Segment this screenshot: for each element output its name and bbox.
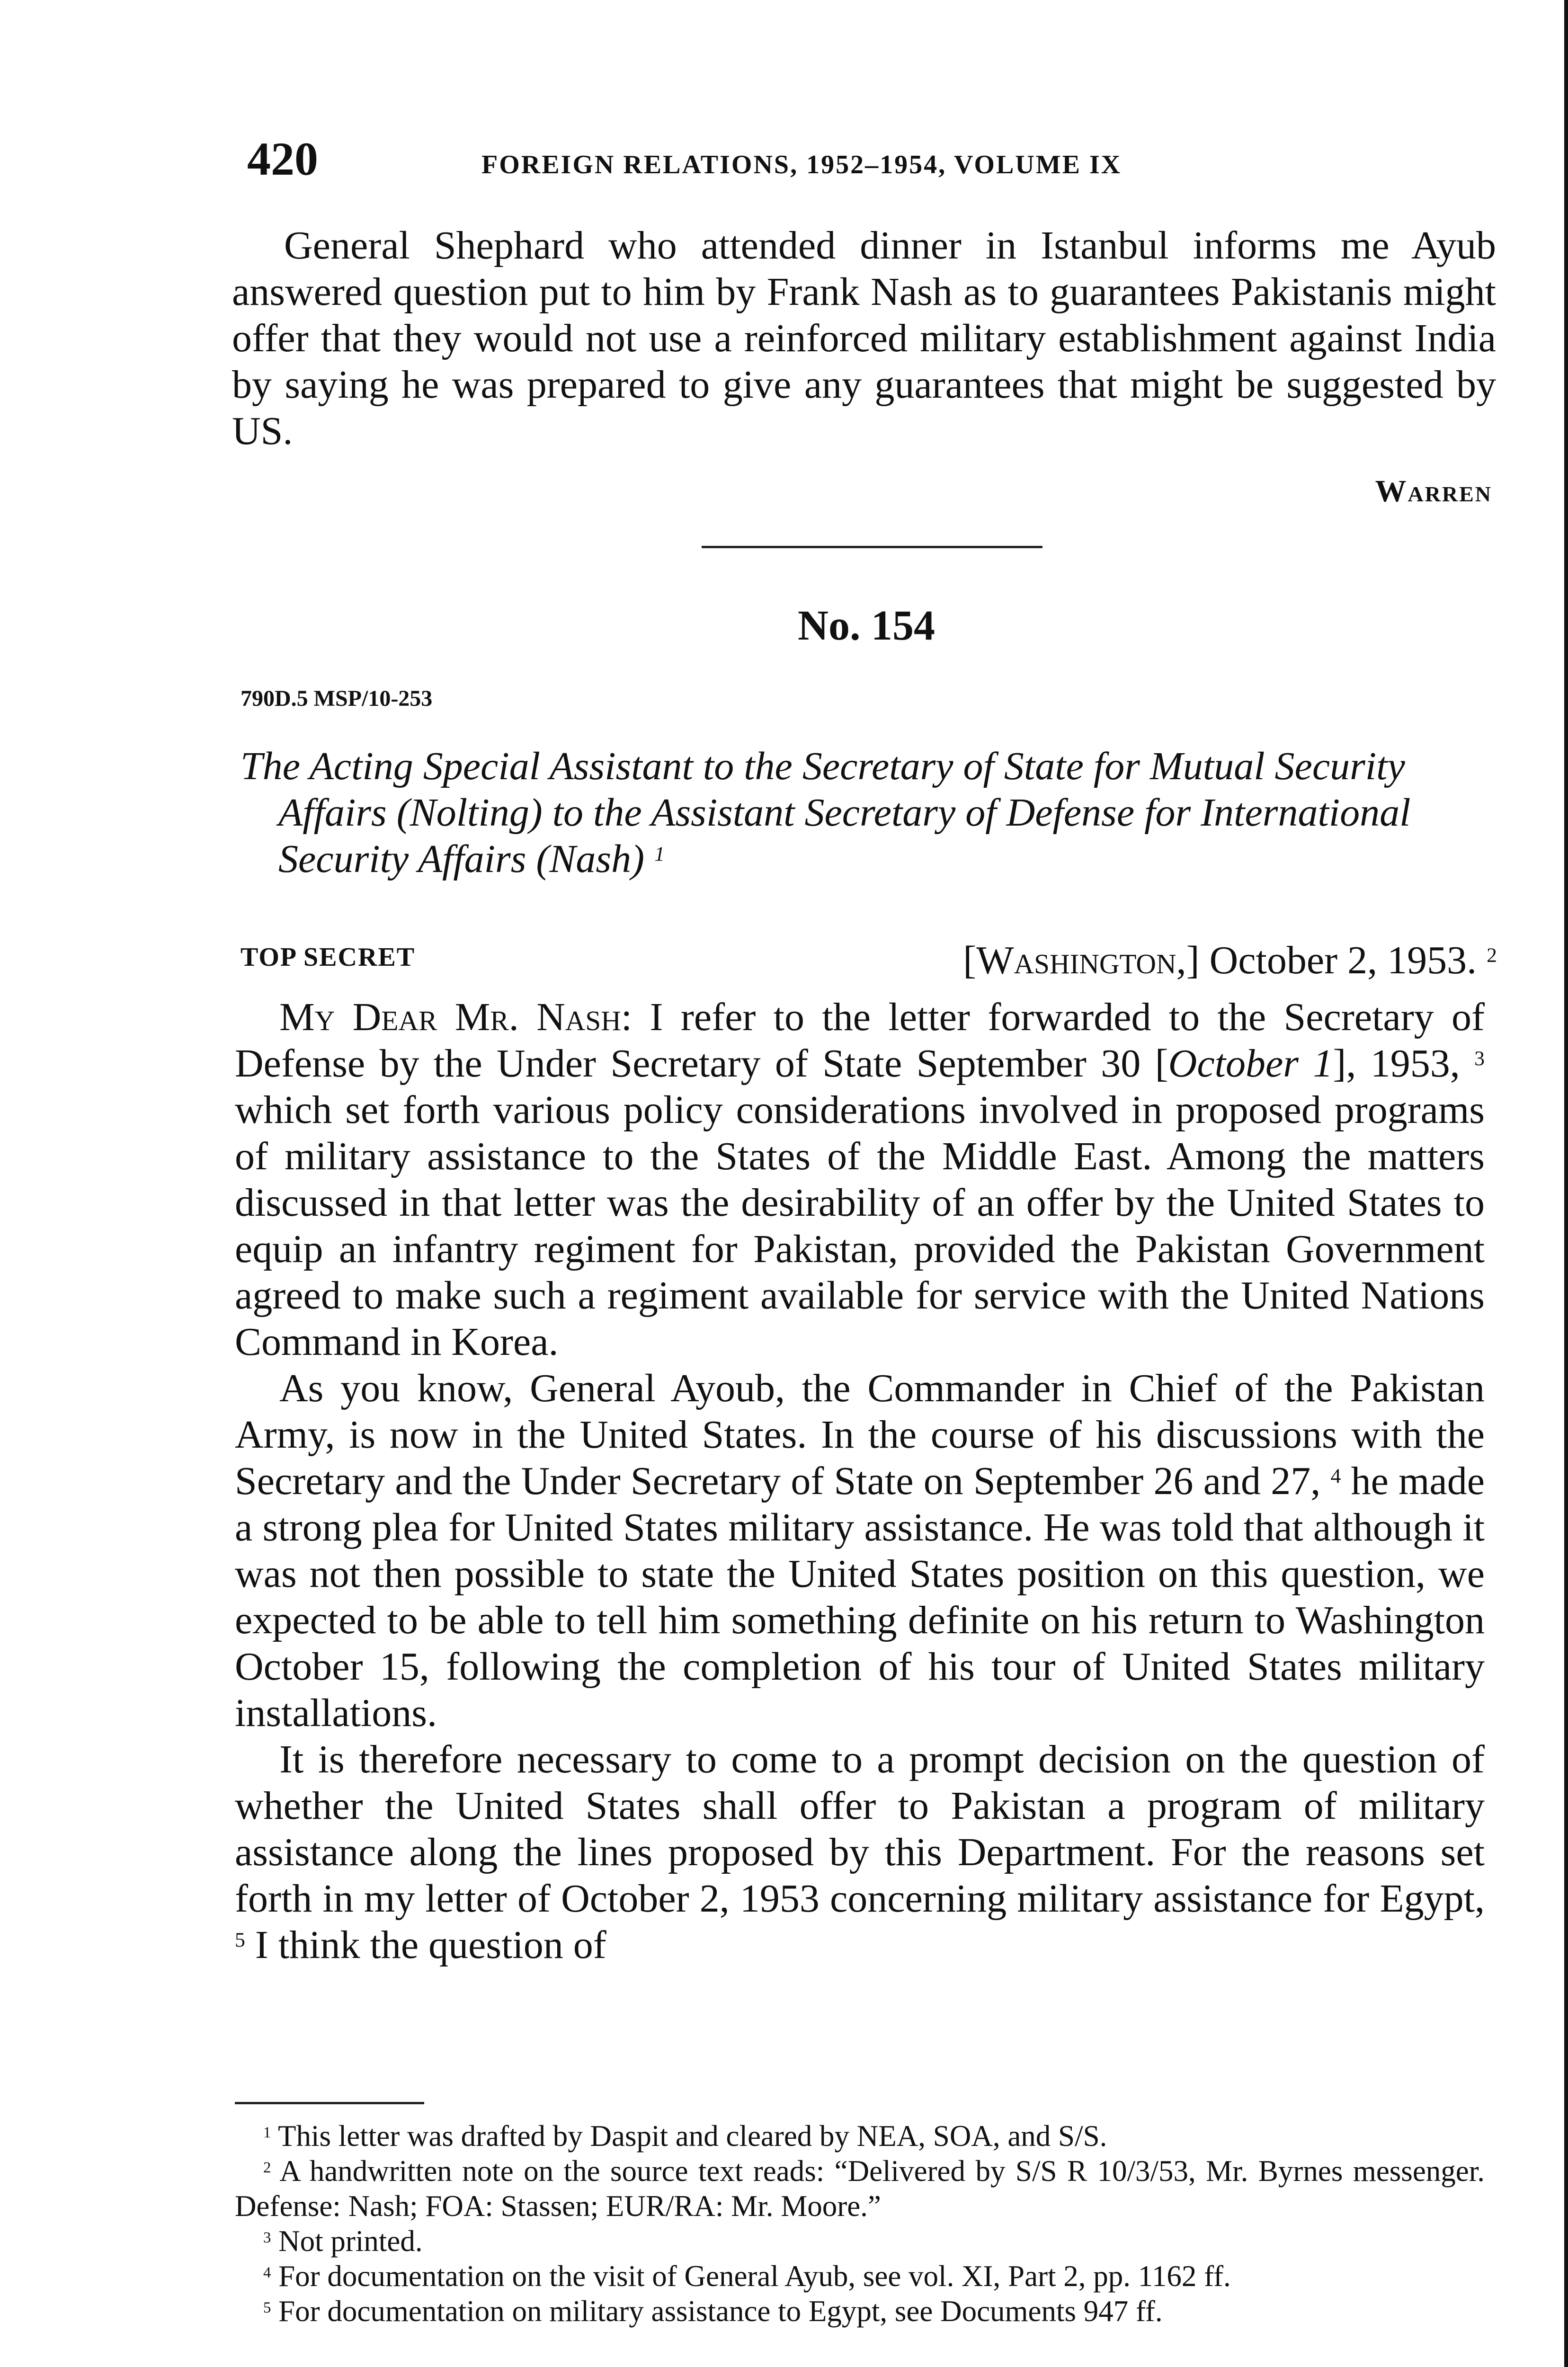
section-divider: [702, 546, 1042, 548]
letter-paragraph-2: [235, 1365, 1485, 1736]
dateline: [963, 937, 1497, 983]
place: [Washington,]: [963, 938, 1200, 982]
footnote-ref: 1: [654, 842, 665, 865]
footnote-ref: 3: [1474, 1047, 1485, 1070]
classification: TOP SECRET: [241, 943, 416, 972]
letter-body: [235, 994, 1485, 1968]
footnote: [235, 2224, 1485, 2259]
date: October 2, 1953.: [1209, 938, 1477, 982]
footnote: [235, 2259, 1485, 2294]
footnote: [235, 2118, 1485, 2153]
text-run: It is therefore necessary to come to a prompt decision on the question of whether the United States shall offer to Pakistan a program of military assistance along the lines proposed by this Department. For the reasons set forth in my letter of October 2, 1953 concerning military assistance for Egypt,: [235, 1737, 1485, 1921]
text-run: I think the question of: [255, 1923, 606, 1967]
footnote-rule: [235, 2102, 424, 2104]
page-header: [247, 132, 1492, 198]
salutation: My Dear Mr. Nash:: [279, 995, 633, 1039]
footnote-ref: 2: [1487, 943, 1497, 967]
text-run: which set forth various policy considerations involved in proposed programs of military assistance to the States of the Middle East. Among the matters discussed in that letter was the desirability of an offer by the United States to equip an infantry regiment for Pakistan, provided the Pakistan Government agreed to make such a regiment available for service with the United Nations Command in Korea.: [235, 1088, 1485, 1364]
running-title: FOREIGN RELATIONS, 1952–1954, VOLUME IX: [481, 150, 1122, 179]
text-run: ], 1953,: [1333, 1041, 1460, 1086]
letter-paragraph-3: [235, 1736, 1485, 1968]
footnote-mark: 1: [263, 2124, 271, 2141]
footnote-text: For documentation on the visit of General Ayub, see vol. XI, Part 2, pp. 1162 ff.: [278, 2260, 1231, 2293]
signature: Warren: [1375, 474, 1492, 508]
footnote-mark: 5: [263, 2299, 271, 2316]
page-number: 420: [247, 133, 318, 185]
footnote-text: Not printed.: [278, 2225, 423, 2258]
document-title: [241, 743, 1490, 882]
footnote: [235, 2294, 1485, 2329]
footnote-mark: 2: [263, 2159, 271, 2176]
file-reference: 790D.5 MSP/10-253: [241, 686, 433, 711]
footnote-text: For documentation on military assistance to Egypt, see Documents 947 ff.: [278, 2295, 1163, 2328]
document-number: No. 154: [798, 602, 935, 649]
footnote-ref: 5: [235, 1928, 245, 1951]
footnote: [235, 2153, 1485, 2224]
footnote-mark: 4: [263, 2264, 271, 2281]
previous-document-paragraph: General Shephard who attended dinner in Istanbul informs me Ayub answered question put to him by Frank Nash as to guarantees Pakistanis might offer that they would not use a reinforced military establishment against India by saying he was prepared to give any guarantees that might be suggested by US.: [232, 223, 1496, 453]
scan-edge: [1564, 0, 1568, 2367]
footnote-ref: 4: [1330, 1464, 1341, 1487]
text-run: I refer to the letter forwarded to the Secretary of Defense by the Under Secretary of State September 30 [: [235, 995, 1485, 1086]
footnote-mark: 3: [263, 2229, 271, 2246]
document-title-text: The Acting Special Assistant to the Secretary of State for Mutual Security Affairs (Nolting) to the Assistant Secretary of Defense for International Security Affairs (Nash): [241, 744, 1411, 881]
footnote-text: A handwritten note on the source text reads: “Delivered by S/S R 10/3/53, Mr. Byrnes messenger. Defense: Nash; FOA: Stassen; EUR/RA: Mr. Moore.”: [235, 2154, 1485, 2223]
footnote-text: This letter was drafted by Daspit and cleared by NEA, SOA, and S/S.: [278, 2119, 1107, 2153]
italic-text: October 1: [1168, 1041, 1333, 1086]
text-run: As you know, General Ayoub, the Commander in Chief of the Pakistan Army, is now in the United States. In the course of his discussions with the Secretary and the Under Secretary of State on September 26 and 27,: [235, 1366, 1485, 1503]
footnotes: [235, 2118, 1485, 2329]
letter-paragraph-1: [235, 994, 1485, 1365]
text-run: he made a strong plea for United States military assistance. He was told that although it was not then possible to state the United States position on this question, we expected to be able to tell him something definite on his return to Washington October 15, following the completion of his tour of United States military installations.: [235, 1459, 1485, 1735]
